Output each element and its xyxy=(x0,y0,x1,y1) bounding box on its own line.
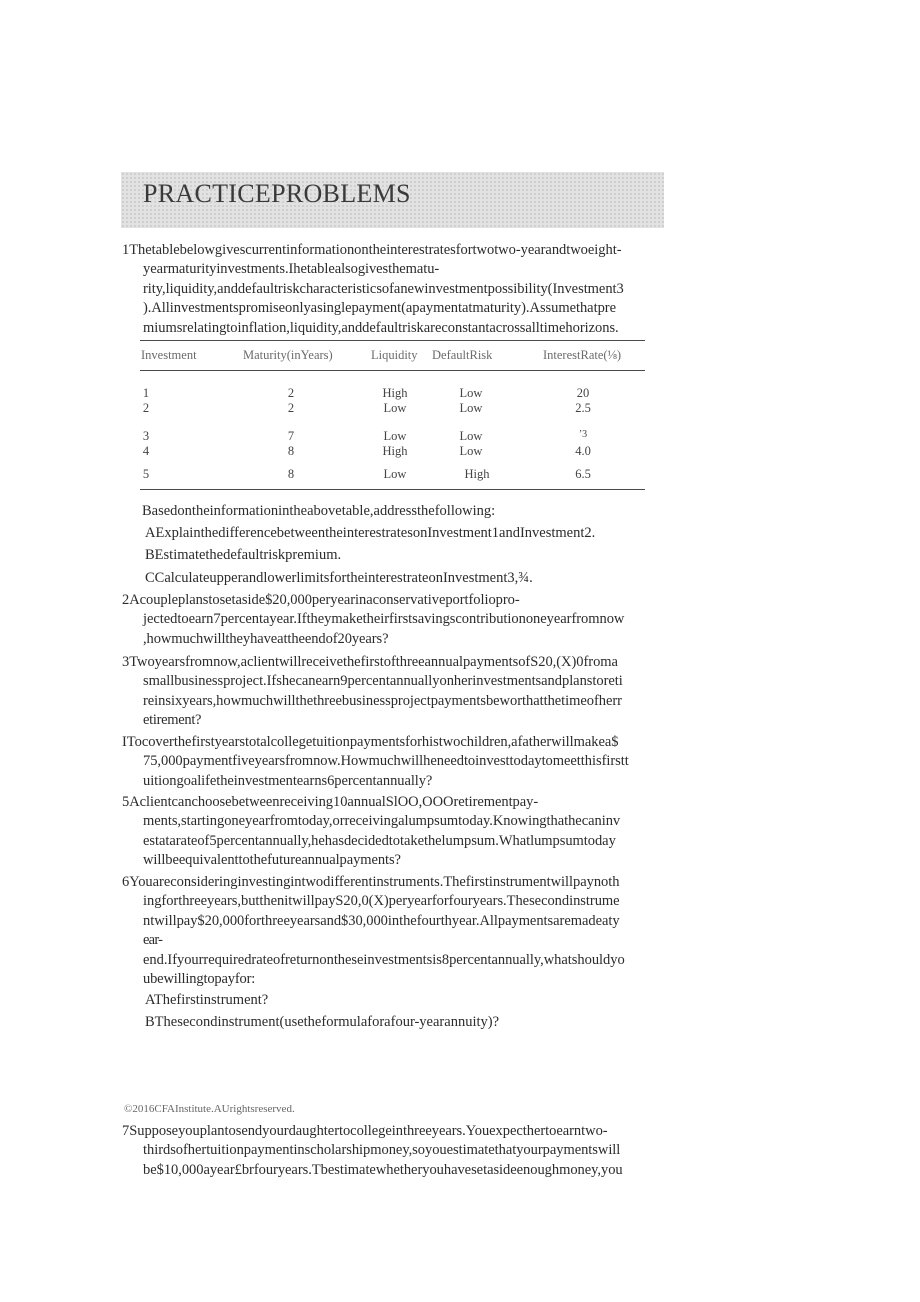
table-cell: Low xyxy=(383,467,407,481)
section-title: PRACTICEPROBLEMS xyxy=(143,179,411,208)
table-cell: Low xyxy=(383,401,407,415)
problem-1-line: miumsrelatingtoinflation,liquidity,anddefaultriskareconstantacrossalltimehorizons. xyxy=(143,319,619,336)
problem-7-line: be$10,000ayear£brfouryears.Tbestimatewhetheryouhavesetasideenoughmoney,you xyxy=(143,1161,623,1178)
table-header-liquidity: Liquidity xyxy=(371,348,418,362)
problem-1-part-b: BEstimatethedefaultriskpremium. xyxy=(145,547,342,563)
problem-6-line: ear- xyxy=(143,932,163,949)
problem-1-line: 1Thetablebelowgivescurrentinformationontheinterestratesfortwotwo-yearandtwoeight- xyxy=(122,242,622,258)
problem-4-line: ITocoverthefirstyearstotalcollegetuitionpaymentsforhistwochildren,afatherwillmakea$ xyxy=(122,734,619,750)
table-cell: Low xyxy=(459,401,483,415)
table-cell: Low xyxy=(459,429,483,443)
problem-4-text xyxy=(122,733,667,791)
problem-5-text xyxy=(122,793,667,871)
problem-1-intro: Basedontheinformationintheabovetable,addressthefollowing: xyxy=(142,503,496,519)
problem-7-line: 7Supposeyouplantosendyourdaughtertocollegeinthreeyears.Youexpecthertoearntwo- xyxy=(122,1123,608,1139)
problem-2-line: 2Acoupleplanstosetaside$20,000peryearinaconservativeportfoliopro- xyxy=(122,592,520,608)
table-header-rule xyxy=(140,370,645,371)
problem-6-line: ntwillpay$20,000forthreeyearsand$30,000inthefourthyear.Allpaymentsaremadeaty xyxy=(143,912,620,929)
table-cell: 3 xyxy=(142,429,150,443)
problem-6-line: ingforthreeyears,butthenitwillpayS20,0(X)peryearforfouryears.Thesecondinstrume xyxy=(143,893,620,910)
table-bottom-rule xyxy=(140,489,645,490)
problem-6-text xyxy=(122,873,667,989)
problem-5-line: willbeequivalenttothefutureannualpayments? xyxy=(143,852,401,869)
table-cell: High xyxy=(382,386,408,400)
table-cell: 2 xyxy=(287,386,295,400)
table-cell: 20 xyxy=(576,386,590,400)
problem-7-text xyxy=(122,1122,667,1180)
table-cell: Low xyxy=(459,444,483,458)
problem-6-part-a: AThefirstinstrument? xyxy=(145,992,269,1008)
table-header-default-risk: DefaultRisk xyxy=(432,348,493,362)
problem-3-line: reinsixyears,howmuchwillthethreebusinessprojectpaymentsbeworthatthetimeofherr xyxy=(143,692,622,709)
problem-5-line: 5Aclientcanchoosebetweenreceiving10annualSlOO,OOOretirementpay- xyxy=(122,794,539,810)
table-cell: 6.5 xyxy=(575,467,591,481)
problem-6-line: end.Ifyourrequiredrateofreturnontheseinvestmentsis8percentannually,whatshouldyo xyxy=(143,951,625,968)
table-cell: 8 xyxy=(287,444,295,458)
problem-2-line: ,howmuchwilltheyhaveattheendof20years? xyxy=(143,630,389,647)
problem-3-line: 3Twoyearsfromnow,aclientwillreceivethefirstofthreeannualpaymentsofS20,(X)0froma xyxy=(122,654,618,670)
table-cell: Low xyxy=(459,386,483,400)
table-cell: 7 xyxy=(287,429,295,443)
table-cell: 2 xyxy=(142,401,150,415)
problem-1-line: ).Allinvestmentspromiseonlyasinglepayment(apaymentatmaturity).Assumethatpre xyxy=(143,300,616,317)
table-cell: 4.0 xyxy=(575,444,591,458)
problem-1-part-c: CCalculateupperandlowerlimitsfortheinterestrateonInvestment3,¾. xyxy=(145,570,533,586)
problem-4-line: uitiongoalifetheinvestmentearns6percentannually? xyxy=(143,772,433,789)
table-top-rule xyxy=(140,340,645,341)
table-header-maturity: Maturity(inYears) xyxy=(243,348,333,362)
table-cell: 2 xyxy=(287,401,295,415)
section-banner xyxy=(121,172,664,228)
problem-6-line: ubewillingtopayfor: xyxy=(143,971,256,988)
table-cell: Low xyxy=(383,429,407,443)
table-cell: High xyxy=(382,444,408,458)
problem-1-text xyxy=(122,241,667,338)
table-cell: 2.5 xyxy=(575,401,591,415)
table-cell: 8 xyxy=(287,467,295,481)
problem-4-line: 75,000paymentfiveyearsfromnow.Howmuchwillheneedtoinvesttodaytomeetthisfirstt xyxy=(143,753,629,770)
problem-6-line: 6Youareconsideringinvestingintwodifferentinstruments.Thefirstinstrumentwillpaynoth xyxy=(122,874,620,890)
problem-2-text xyxy=(122,591,667,649)
problem-7-line: thirdsofhertuitionpaymentinscholarshipmoney,soyouestimatethatyourpaymentswill xyxy=(143,1142,621,1159)
problem-6-part-b: BThesecondinstrument(usetheformulaforafour-yearannuity)? xyxy=(145,1014,500,1030)
table-cell: ʼ3 xyxy=(578,429,588,440)
problem-5-line: estatarateof5percentannually,hehasdecidedtotakethelumpsum.Whatlumpsumtoday xyxy=(143,832,616,849)
problem-1-line: rity,liquidity,anddefaultriskcharacteristicsofanewinvestmentpossibility(Investment3 xyxy=(143,280,624,297)
table-cell: High xyxy=(464,467,490,481)
table-header-investment: Investment xyxy=(141,348,197,362)
problem-3-line: smallbusinessproject.Ifshecanearn9percentannuallyonherinvestmentsandplanstoreti xyxy=(143,673,623,690)
problem-3-line: etirement? xyxy=(143,712,202,729)
table-cell: 1 xyxy=(142,386,150,400)
copyright-notice: ©2016CFAInstitute.AUrightsreserved. xyxy=(124,1103,295,1115)
problem-3-text xyxy=(122,653,667,731)
problem-5-line: ments,startingoneyearfromtoday,orreceivingalumpsumtoday.Knowingthathecaninv xyxy=(143,813,621,830)
problem-1-line: yearmaturityinvestments.Ihetablealsogivesthematu- xyxy=(143,261,440,278)
problem-2-line: jectedtoearn7percentayear.Iftheymaketheirfirstsavingscontributiononeyearfromnow xyxy=(143,611,625,628)
table-header-interest-rate: InterestRate(⅛) xyxy=(543,348,622,362)
table-cell: 4 xyxy=(142,444,150,458)
table-cell: 5 xyxy=(142,467,150,481)
problem-1-part-a: AExplainthedifferencebetweentheinterestratesonInvestment1andInvestment2. xyxy=(145,525,596,541)
